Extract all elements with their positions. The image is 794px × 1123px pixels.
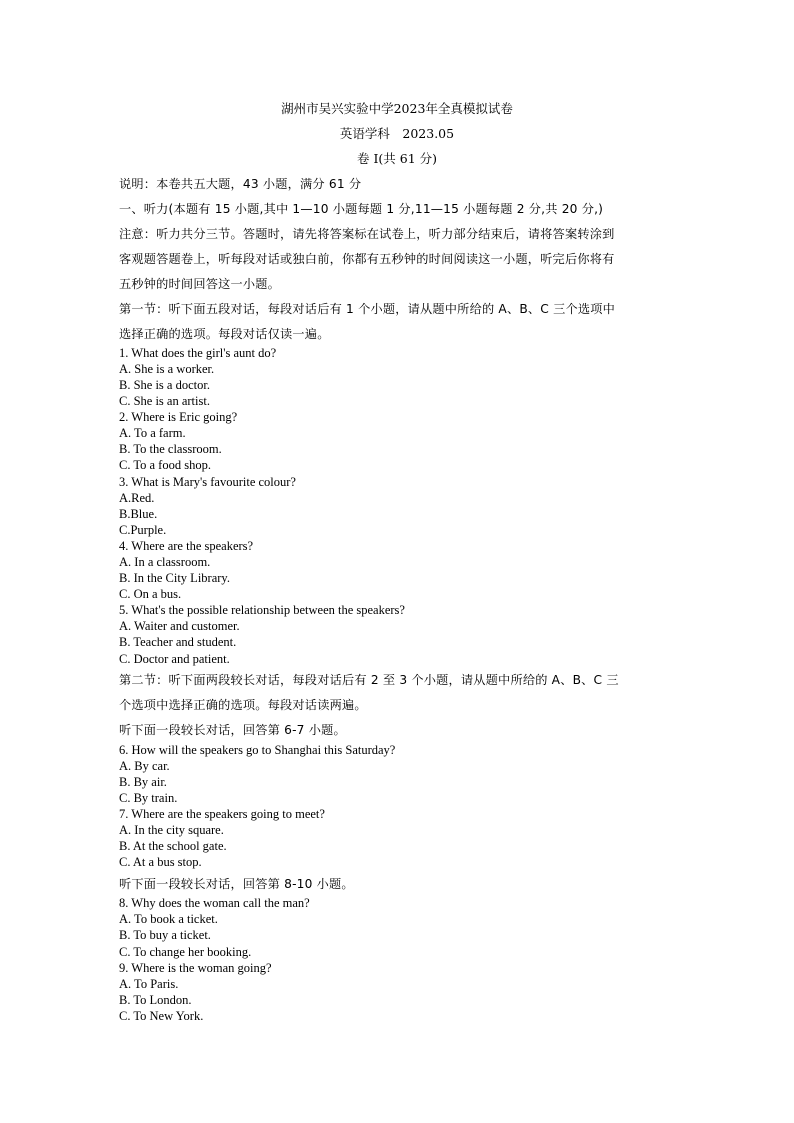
question-option: C. At a bus stop. [119,855,202,869]
question-option: A. To book a ticket. [119,912,218,926]
question-option: C. To a food shop. [119,458,211,472]
question-option: A. Waiter and customer. [119,619,240,633]
question-option: B. Teacher and student. [119,635,237,649]
question-stem: 8. Why does the woman call the man? [119,896,310,910]
subject-line: 英语学科 2023.05 [339,126,455,141]
question-option: B. To buy a ticket. [119,928,211,942]
question-stem: 3. What is Mary's favourite colour? [119,475,296,489]
dialogue1-intro: 听下面一段较长对话，回答第 6-7 小题。 [119,723,346,737]
question-option: B. In the City Library. [119,571,230,585]
question-option: A.Red. [119,491,155,505]
question-stem: 2. Where is Eric going? [119,410,238,424]
question-option: A. By car. [119,759,170,773]
volume-line: 卷 I(共 61 分) [356,151,438,166]
question-option: B. To London. [119,993,192,1007]
question-option: C. By train. [119,791,178,805]
question-option: B.Blue. [119,507,158,521]
question-option: B. To the classroom. [119,442,222,456]
question-stem: 4. Where are the speakers? [119,539,254,553]
question-option: C. Doctor and patient. [119,652,230,666]
question-option: C. To change her booking. [119,945,252,959]
question-option: C. She is an artist. [119,394,210,408]
question-option: B. At the school gate. [119,839,227,853]
exam-explanation: 说明：本卷共五大题，43 小题，满分 61 分 [119,177,362,191]
question-option: A. In the city square. [119,823,224,837]
section2-instruction-2: 个选项中选择正确的选项。每段对话读两遍。 [119,698,367,712]
note-line-1: 注意：听力共分三节。答题时，请先将答案标在试卷上，听力部分结束后，请将答案转涂到 [119,227,615,241]
question-option: C.Purple. [119,523,167,537]
section2-instruction-1: 第二节：听下面两段较长对话，每段对话后有 2 至 3 个小题，请从题中所给的 A、B、C 三 [119,673,619,687]
question-option: B. She is a doctor. [119,378,210,392]
question-option: A. To Paris. [119,977,179,991]
question-stem: 6. How will the speakers go to Shanghai this Saturday? [119,743,396,757]
section1-instruction-1: 第一节：听下面五段对话，每段对话后有 1 个小题，请从题中所给的 A、B、C 三个选项中 [119,302,616,316]
question-option: B. By air. [119,775,167,789]
question-stem: 1. What does the girl's aunt do? [119,346,277,360]
dialogue2-intro: 听下面一段较长对话，回答第 8-10 小题。 [119,877,354,891]
note-line-2: 客观题答题卷上，听每段对话或独白前，你都有五秒钟的时间阅读这一小题，听完后你将有 [119,252,615,266]
note-line-3: 五秒钟的时间回答这一小题。 [119,277,281,291]
question-option: A. She is a worker. [119,362,215,376]
question-option: C. On a bus. [119,587,182,601]
question-option: C. To New York. [119,1009,204,1023]
question-stem: 9. Where is the woman going? [119,961,272,975]
exam-title: 湖州市吴兴实验中学2023年全真模拟试卷 [281,101,513,116]
question-stem: 7. Where are the speakers going to meet? [119,807,325,821]
question-option: A. To a farm. [119,426,186,440]
section1-instruction-2: 选择正确的选项。每段对话仅读一遍。 [119,327,330,341]
question-option: A. In a classroom. [119,555,211,569]
question-stem: 5. What's the possible relationship between the speakers? [119,603,405,617]
part1-title: 一、听力(本题有 15 小题,其中 1—10 小题每题 1 分,11—15 小题每题 2 分,共 20 分,) [119,202,604,216]
